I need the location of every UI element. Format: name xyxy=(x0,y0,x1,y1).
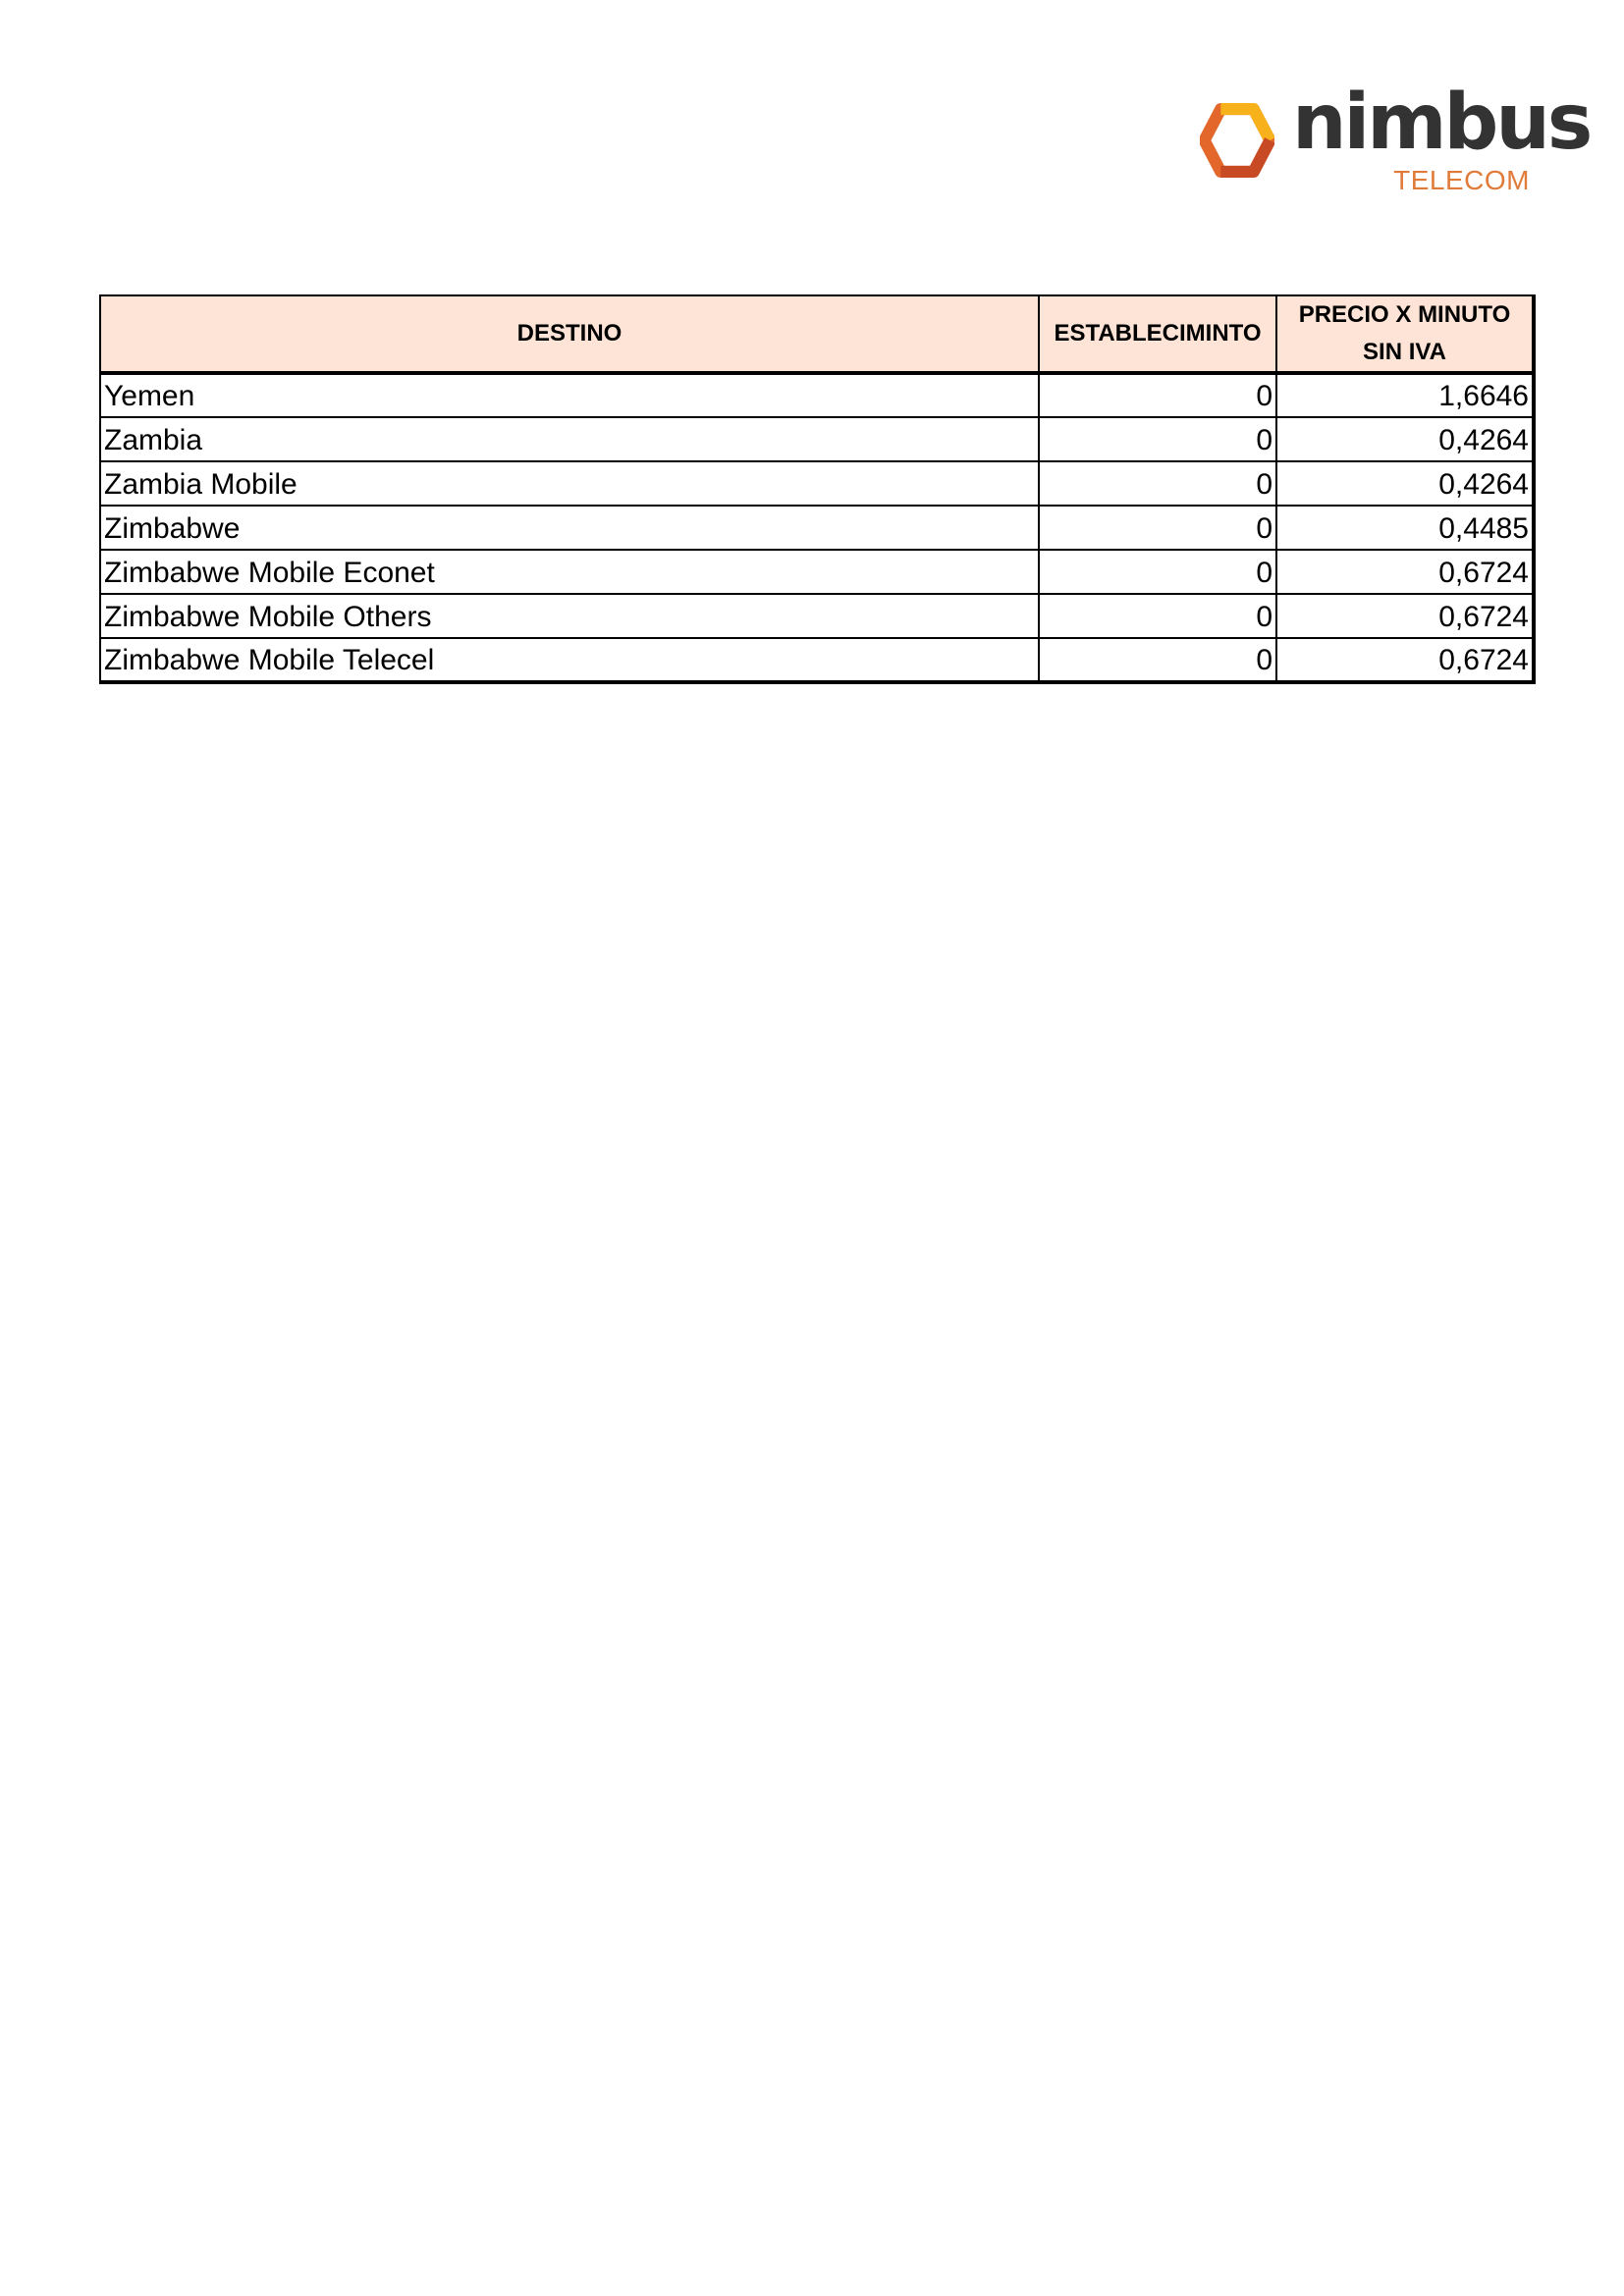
cell-destino: Yemen xyxy=(100,373,1039,417)
header-precio-line2: SIN IVA xyxy=(1363,339,1446,365)
table-row xyxy=(100,506,1534,550)
company-logo xyxy=(1200,79,1591,201)
cell-precio: 0,6724 xyxy=(1276,550,1534,594)
cell-destino: Zimbabwe Mobile Econet xyxy=(100,550,1039,594)
cell-establecimiento: 0 xyxy=(1039,417,1276,461)
cell-destino: Zimbabwe xyxy=(100,506,1039,550)
header-precio xyxy=(1276,295,1534,373)
table-row xyxy=(100,550,1534,594)
cell-precio: 1,6646 xyxy=(1276,373,1534,417)
header-precio-line1: PRECIO X MINUTO xyxy=(1298,301,1511,328)
cell-destino: Zimbabwe Mobile Others xyxy=(100,594,1039,638)
cell-precio: 0,6724 xyxy=(1276,594,1534,638)
cell-establecimiento: 0 xyxy=(1039,461,1276,506)
logo-wordmark: nimbus xyxy=(1292,79,1591,167)
cell-destino: Zimbabwe Mobile Telecel xyxy=(100,638,1039,682)
table-row xyxy=(100,461,1534,506)
cell-establecimiento: 0 xyxy=(1039,506,1276,550)
cell-destino: Zambia Mobile xyxy=(100,461,1039,506)
cell-establecimiento: 0 xyxy=(1039,638,1276,682)
table-row xyxy=(100,417,1534,461)
header-destino: DESTINO xyxy=(100,295,1039,373)
table-row xyxy=(100,373,1534,417)
table-header-row xyxy=(100,295,1534,373)
cell-establecimiento: 0 xyxy=(1039,373,1276,417)
cell-establecimiento: 0 xyxy=(1039,594,1276,638)
cell-precio: 0,6724 xyxy=(1276,638,1534,682)
cell-establecimiento: 0 xyxy=(1039,550,1276,594)
cell-precio: 0,4264 xyxy=(1276,461,1534,506)
hexagon-logo-icon xyxy=(1200,103,1274,178)
header-establecimiento: ESTABLECIMINTO xyxy=(1039,295,1276,373)
table-row xyxy=(100,638,1534,682)
cell-precio: 0,4264 xyxy=(1276,417,1534,461)
table-row xyxy=(100,594,1534,638)
cell-precio: 0,4485 xyxy=(1276,506,1534,550)
rate-table xyxy=(99,294,1536,684)
cell-destino: Zambia xyxy=(100,417,1039,461)
logo-subword: TELECOM xyxy=(1393,165,1530,195)
